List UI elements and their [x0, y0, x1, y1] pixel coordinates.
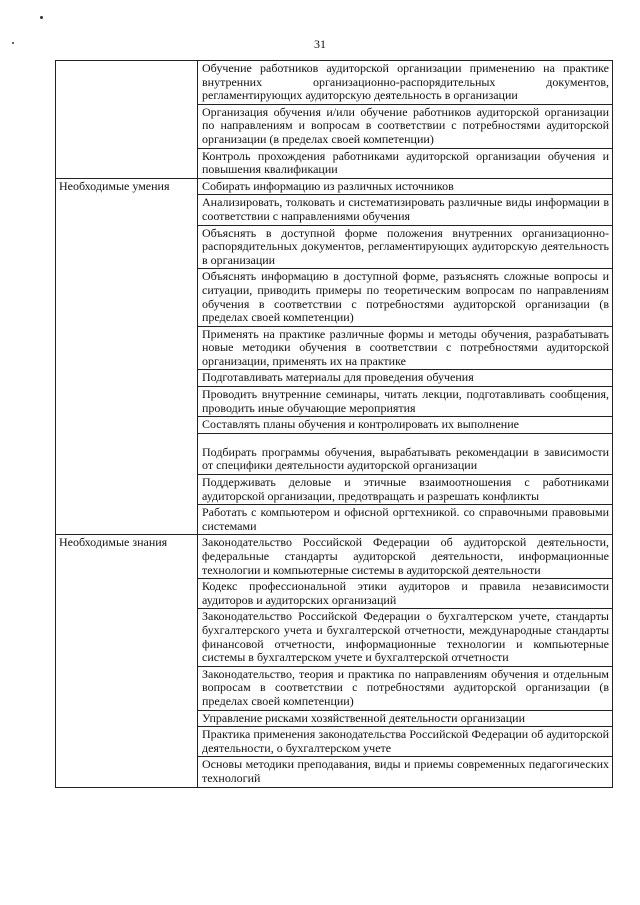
section-label: Необходимые знания	[56, 535, 198, 787]
table-row	[56, 178, 613, 535]
table-row	[56, 535, 613, 787]
list-item: Объяснять информацию в доступной форме, разъяснять сложные вопросы и ситуации, приводить примеры по теоретическим вопросам по направлениям обучения в соответствии с потребностями аудиторской организации (в пределах своей компетенции)	[198, 269, 612, 326]
list-item: Основы методики преподавания, виды и приемы современных педагогических технологий	[202, 757, 609, 785]
section-items	[198, 535, 613, 787]
list-item: Практика применения законодательства Российской Федерации об аудиторской деятельности, о бухгалтерском учете	[198, 727, 612, 757]
list-item: Составлять планы обучения и контролировать их выполнение	[198, 417, 612, 434]
section-items	[198, 178, 613, 535]
section-label: Необходимые умения	[56, 178, 198, 535]
list-item: Законодательство Российской Федерации об аудиторской деятельности, федеральные стандарты аудиторской деятельности, информационные технологии и компьютерные системы в аудиторской деятельности	[198, 535, 612, 579]
list-item: Объяснять в доступной форме положения внутренних организационно-распорядительных документов, регламентирующих аудиторскую деятельность в организации	[198, 226, 612, 270]
list-item: Применять на практике различные формы и методы обучения, разрабатывать новые методики обучения в соответствии с потребностями аудиторской организации, применять их на практике	[198, 327, 612, 371]
list-item: Обучение работников аудиторской организации применению на практике внутренних организационно-распорядительных документов, регламентирующих аудиторскую деятельность в организации	[198, 61, 612, 105]
competency-table	[55, 60, 613, 788]
table-row	[56, 61, 613, 179]
scan-speck	[40, 16, 43, 19]
list-item: Работать с компьютером и офисной оргтехникой. со справочными правовыми системами	[202, 505, 609, 533]
list-item: Проводить внутренние семинары, читать лекции, подготавливать сообщения, проводить иные обучающие мероприятия	[198, 387, 612, 417]
list-item: Организация обучения и/или обучение работников аудиторской организации по направлениям и вопросам в соответствии с потребностями аудиторской организации (в пределах своей компетенции)	[198, 105, 612, 149]
list-item: Подготавливать материалы для проведения обучения	[198, 370, 612, 387]
list-item: Анализировать, толковать и систематизировать различные виды информации в соответствии с направлениями обучения	[198, 195, 612, 225]
list-item: Законодательство Российской Федерации о бухгалтерском учете, стандарты бухгалтерского учета и бухгалтерской отчетности, международные стандарты финансовой отчетности, информационные технологии и компьютерные системы в бухгалтерском учете и бухгалтерской отчетности	[198, 609, 612, 666]
section-label	[56, 61, 198, 179]
list-item: Контроль прохождения работниками аудиторской организации обучения и повышения квалификации	[202, 148, 609, 177]
list-item: Поддерживать деловые и этичные взаимоотношения с работниками аудиторской организации, предотвращать и разрешать конфликты	[198, 475, 612, 505]
list-item: Кодекс профессиональной этики аудиторов и правила независимости аудиторов и аудиторских организаций	[198, 579, 612, 609]
list-item: Управление рисками хозяйственной деятельности организации	[198, 711, 612, 728]
list-item: Подбирать программы обучения, вырабатывать рекомендации в зависимости от специфики деятельности аудиторской организации	[198, 434, 612, 475]
page-number: 31	[314, 37, 326, 51]
list-item: Собирать информацию из различных источников	[198, 179, 612, 196]
list-item: Законодательство, теория и практика по направлениям обучения и отдельным вопросам в соответствии с потребностями аудиторской организации (в пределах своей компетенции)	[198, 667, 612, 711]
section-items	[198, 61, 613, 179]
